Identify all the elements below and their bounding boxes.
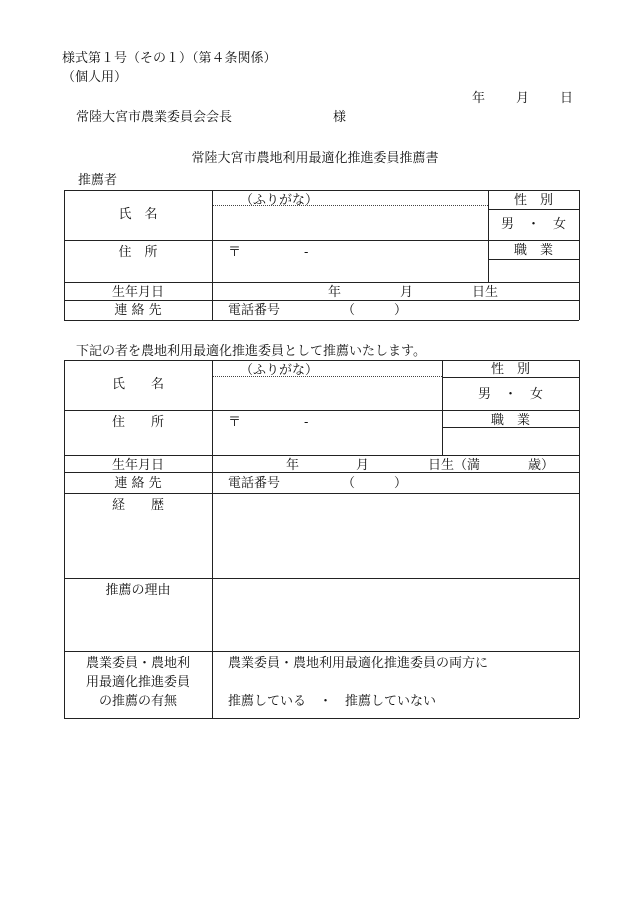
- date-day-label: 日: [560, 91, 574, 106]
- recommender-occupation-label: 職 業: [513, 243, 553, 258]
- dual-recommendation-text: 農業委員・農地利用最適化推進委員の両方に: [228, 656, 489, 671]
- candidate-reason-label: 推薦の理由: [105, 583, 171, 598]
- recommender-gender-label: 性 別: [513, 193, 553, 208]
- recommender-birth-year: 年: [328, 285, 342, 300]
- recommender-name-label: 氏 名: [118, 207, 158, 222]
- recommender-address-field[interactable]: [212, 241, 488, 282]
- candidate-occupation-label: 職 業: [490, 413, 530, 428]
- date-month-label: 月: [516, 91, 530, 106]
- form-number: 様式第１号（その１）（第４条関係）: [62, 51, 277, 66]
- candidate-contact-label: 連 絡 先: [114, 476, 162, 491]
- candidate-name-field[interactable]: [212, 377, 442, 410]
- dual-recommendation-label-line3: の推薦の有無: [98, 694, 177, 709]
- dual-recommendation-label-line1: 農業委員・農地利: [85, 656, 190, 671]
- form-type: （個人用）: [62, 70, 128, 85]
- candidate-phone-field[interactable]: （ ）: [342, 476, 408, 491]
- recommender-name-field[interactable]: [212, 206, 488, 240]
- recommender-section-label: 推薦者: [78, 173, 118, 188]
- candidate-phone-label: 電話番号: [228, 476, 281, 491]
- candidate-birth-month: 月: [356, 458, 370, 473]
- candidate-career-field[interactable]: [213, 494, 579, 578]
- dual-recommendation-label-line2: 用最適化推進委員: [85, 675, 190, 690]
- addressee: 常陸大宮市農業委員会会長: [76, 110, 233, 125]
- recommender-birth-month: 月: [400, 285, 414, 300]
- candidate-gender-options[interactable]: 男 ・ 女: [477, 387, 543, 402]
- candidate-age-suffix: 歳）: [528, 458, 555, 473]
- document-title: 常陸大宮市農地利用最適化推進委員推薦書: [191, 151, 439, 166]
- candidate-name-label: 氏 名: [111, 377, 164, 392]
- candidate-reason-field[interactable]: [213, 579, 579, 651]
- honorific: 様: [333, 110, 347, 125]
- dual-recommendation-options[interactable]: 推薦している ・ 推薦していない: [228, 694, 437, 709]
- candidate-address-label: 住 所: [111, 415, 164, 430]
- candidate-postal-dash: -: [304, 415, 309, 430]
- recommender-contact-label: 連 絡 先: [114, 303, 162, 318]
- candidate-birthdate-label: 生年月日: [111, 458, 164, 473]
- candidate-birth-day: 日生（満: [428, 458, 481, 473]
- recommender-postal-dash: -: [304, 245, 309, 260]
- recommender-phone-field[interactable]: （ ）: [342, 303, 408, 318]
- recommender-address-label: 住 所: [118, 245, 158, 260]
- candidate-career-label: 経 歴: [111, 498, 164, 513]
- recommender-birth-day: 日生: [472, 285, 499, 300]
- recommender-furigana-label: （ふりがな）: [240, 193, 319, 208]
- candidate-birth-year: 年: [286, 458, 300, 473]
- recommender-phone-label: 電話番号: [228, 303, 281, 318]
- candidate-occupation-field[interactable]: [442, 428, 579, 455]
- candidate-intro: 下記の者を農地利用最適化推進委員として推薦いたします。: [76, 344, 426, 359]
- recommender-birthdate-label: 生年月日: [111, 285, 164, 300]
- candidate-postal-mark: 〒: [228, 415, 242, 430]
- recommender-gender-options[interactable]: 男 ・ 女: [500, 217, 566, 232]
- recommender-postal-mark: 〒: [228, 245, 242, 260]
- candidate-furigana-label: （ふりがな）: [240, 363, 319, 378]
- date-year-label: 年: [472, 91, 486, 106]
- candidate-address-field[interactable]: [212, 411, 442, 455]
- recommender-occupation-field[interactable]: [488, 260, 579, 282]
- candidate-gender-label: 性 別: [490, 362, 530, 377]
